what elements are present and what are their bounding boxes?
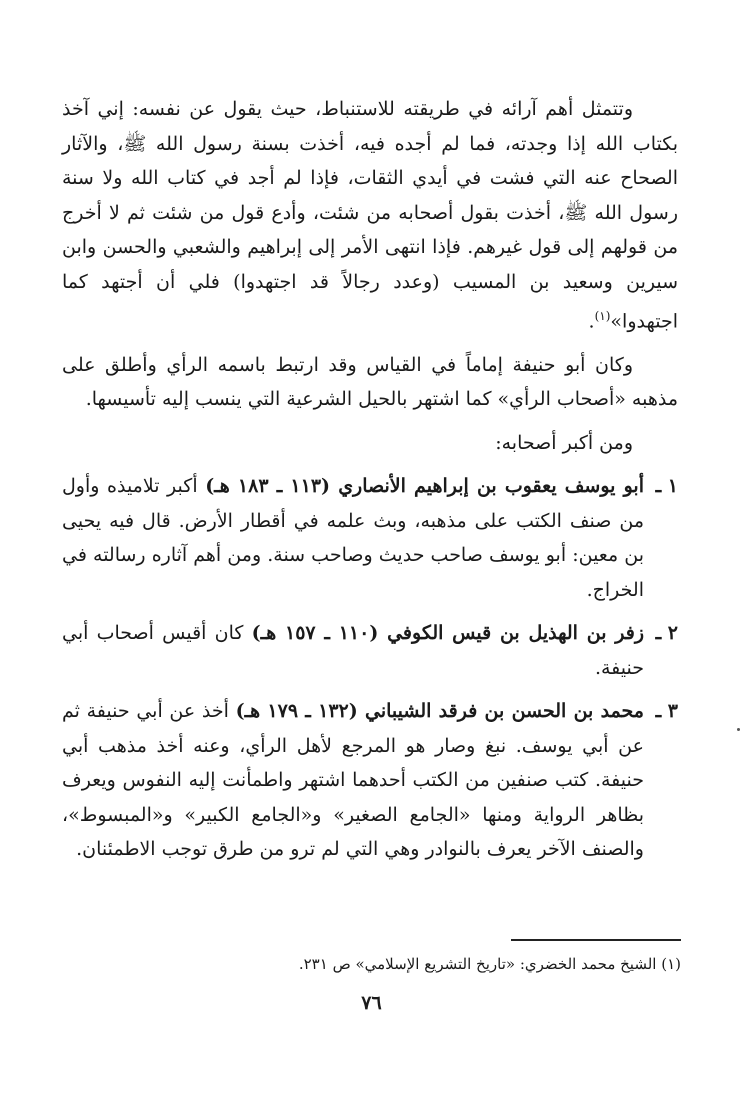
footnote-reference: (١) [594,309,611,323]
paragraph-1-end: . [588,310,595,333]
list-item [62,616,678,685]
list-item-number: ٢ ـ [655,622,678,645]
footnote: (١) الشيخ محمد الخضري: «تاريخ التشريع الإسلامي» ص ٢٣١. [298,955,681,973]
list-item-text: أكبر تلاميذه وأول من صنف الكتب على مذهبه، وبث علمه في أقطار الأرض. قال فيه يحيى بن معين: أبو يوسف صاحب حديث وصاحب سنة. ومن أهم آثاره رسالته في الخراج. [62,475,644,601]
page-number: ٧٦ [361,992,382,1014]
list-item-number: ٣ ـ [655,700,678,723]
footnote-separator [511,939,681,941]
margin-mark [737,728,740,731]
paragraph-3: ومن أكبر أصحابه: [495,431,633,454]
paragraph-1 [62,92,678,339]
list-item-text: كان أقيس أصحاب أبي حنيفة. [62,622,644,679]
page-body [62,92,678,867]
paragraph-2: وكان أبو حنيفة إماماً في القياس وقد ارتبط باسمه الرأي وأطلق على مذهبه «أصحاب الرأي» كما اشتهر بالحيل الشرعية التي ينسب إليه تأسيسها. [62,353,678,411]
paragraph-1-text: وتتمثل أهم آرائه في طريقته للاستنباط، حيث يقول عن نفسه: إني آخذ بكتاب الله إذا وجدته، فما لم أجده فيه، أخذت بسنة رسول الله ﷺ، والآثار الصحاح عنه التي فشت في أيدي الثقات، فإذا لم أجد في كتاب الله ولا سنة رسول الله ﷺ، أخذت بقول أصحابه من شئت، وأدع قول من شئت ثم لا أخرج من قولهم إلى قول غيرهم. فإذا انتهى الأمر إلى إبراهيم والشعبي والحسن وابن سيرين وسعيد بن المسيب (وعدد رجالاً قد اجتهدوا) فلي أن أجتهد كما اجتهدوا» [62,98,678,333]
list-item-heading: محمد بن الحسن بن فرقد الشيباني (١٣٢ ـ ١٧٩ هـ) [235,700,644,723]
list-item-heading: أبو يوسف يعقوب بن إبراهيم الأنصاري (١١٣ ـ ١٨٣ هـ) [205,475,644,498]
list-item [62,694,678,867]
list-item [62,469,678,607]
list-item-number: ١ ـ [655,475,678,498]
list-item-heading: زفر بن الهذيل بن قيس الكوفي (١١٠ ـ ١٥٧ هـ) [251,622,644,645]
list-item-text: أخذ عن أبي حنيفة ثم عن أبي يوسف. نبغ وصار هو المرجع لأهل الرأي، وعنه أخذ مذهب أبي حنيفة. كتب صنفين من الكتب أحدهما اشتهر واطمأنت إليه النفوس ويعرف بظاهر الرواية ومنها «الجامع الصغير» و«الجامع الكبير» و«المبسوط»، والصنف الآخر يعرف بالنوادر وهي التي لم ترو من طرق توجب الاطمئنان. [62,700,644,861]
